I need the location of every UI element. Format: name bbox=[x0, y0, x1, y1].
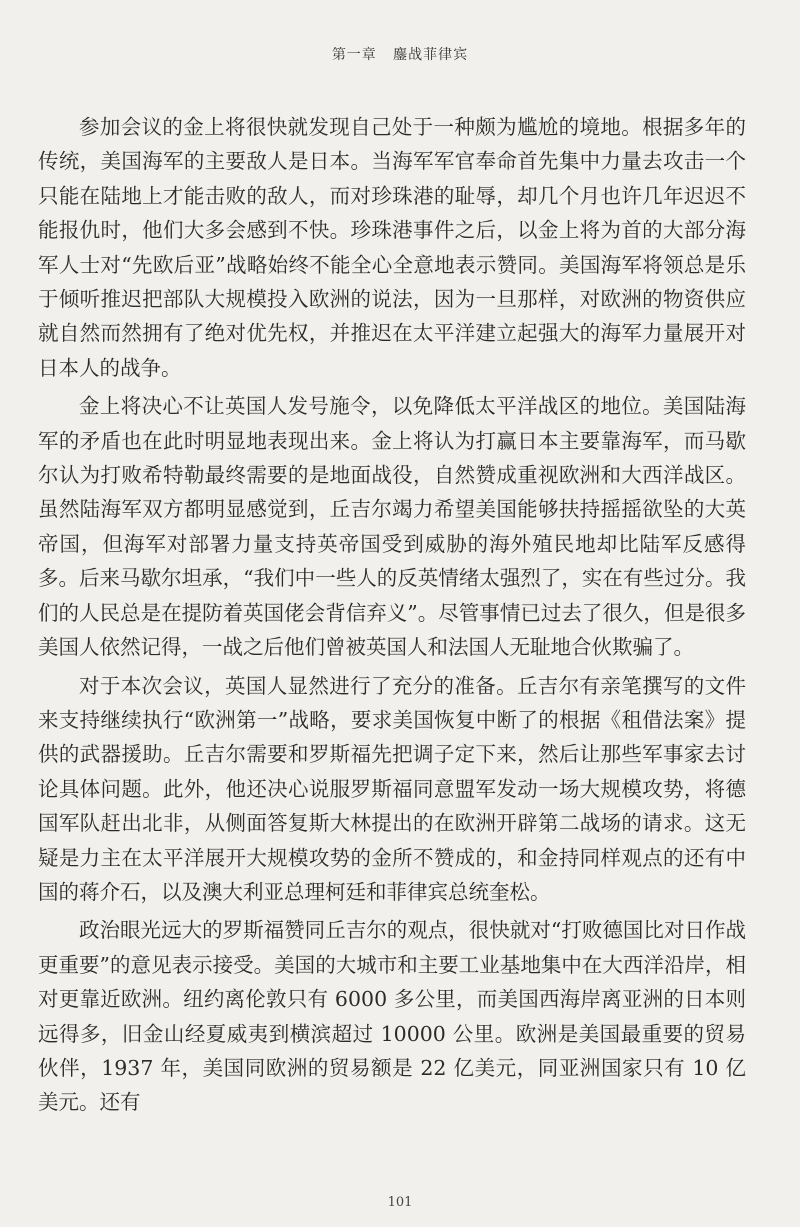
paragraph: 政治眼光远大的罗斯福赞同丘吉尔的观点，很快就对“打败德国比对日作战更重要”的意见表示接受。美国的大城市和主要工业基地集中在大西洋沿岸，相对更靠近欧洲。纽约离伦敦只有 6000 多公里，而美国西海岸离亚洲的日本则远得多，旧金山经夏威夷到横滨超过 10000 公里。欧洲是美国最重要的贸易伙伴，1937 年，美国同欧洲的贸易额是 22 亿美元，同亚洲国家只有 10 亿美元。还有 bbox=[38, 918, 746, 1115]
running-header bbox=[0, 44, 800, 64]
chapter-label: 第一章 bbox=[331, 47, 377, 63]
body-text bbox=[38, 110, 746, 1124]
paragraph: 参加会议的金上将很快就发现自己处于一种颇为尴尬的境地。根据多年的传统，美国海军的主要敌人是日本。当海军军官奉命首先集中力量去攻击一个只能在陆地上才能击败的敌人，而对珍珠港的耻辱，却几个月也许几年迟迟不能报仇时，他们大多会感到不快。珍珠港事件之后，以金上将为首的大部分海军人士对“先欧后亚”战略始终不能全心全意地表示赞同。美国海军将领总是乐于倾听推迟把部队大规模投入欧洲的说法，因为一旦那样，对欧洲的物资供应就自然而然拥有了绝对优先权，并推迟在太平洋建立起强大的海军力量展开对日本人的战争。 bbox=[38, 115, 746, 380]
chapter-title: 鏖战菲律宾 bbox=[393, 47, 469, 63]
paragraph: 对于本次会议，英国人显然进行了充分的准备。丘吉尔有亲笔撰写的文件来支持继续执行“欧洲第一”战略，要求美国恢复中断了的根据《租借法案》提供的武器援助。丘吉尔需要和罗斯福先把调子定下来，然后让那些军事家去讨论具体问题。此外，他还决心说服罗斯福同意盟军发动一场大规模攻势，将德国军队赶出北非，从侧面答复斯大林提出的在欧洲开辟第二战场的请求。这无疑是力主在太平洋展开大规模攻势的金所不赞成的，和金持同样观点的还有中国的蒋介石，以及澳大利亚总理柯廷和菲律宾总统奎松。 bbox=[38, 673, 746, 904]
page-number: 101 bbox=[387, 1195, 413, 1210]
paragraph: 金上将决心不让英国人发号施令，以免降低太平洋战区的地位。美国陆海军的矛盾也在此时明显地表现出来。金上将认为打赢日本主要靠海军，而马歇尔认为打败希特勒最终需要的是地面战役，自然赞成重视欧洲和大西洋战区。虽然陆海军双方都明显感觉到，丘吉尔竭力希望美国能够扶持摇摇欲坠的大英帝国，但海军对部署力量支持英帝国受到威胁的海外殖民地却比陆军反感得多。后来马歇尔坦承，“我们中一些人的反英情绪太强烈了，实在有些过分。我们的人民总是在提防着英国佬会背信弃义”。尽管事情已过去了很久，但是很多美国人依然记得，一战之后他们曾被英国人和法国人无耻地合伙欺骗了。 bbox=[38, 394, 746, 660]
